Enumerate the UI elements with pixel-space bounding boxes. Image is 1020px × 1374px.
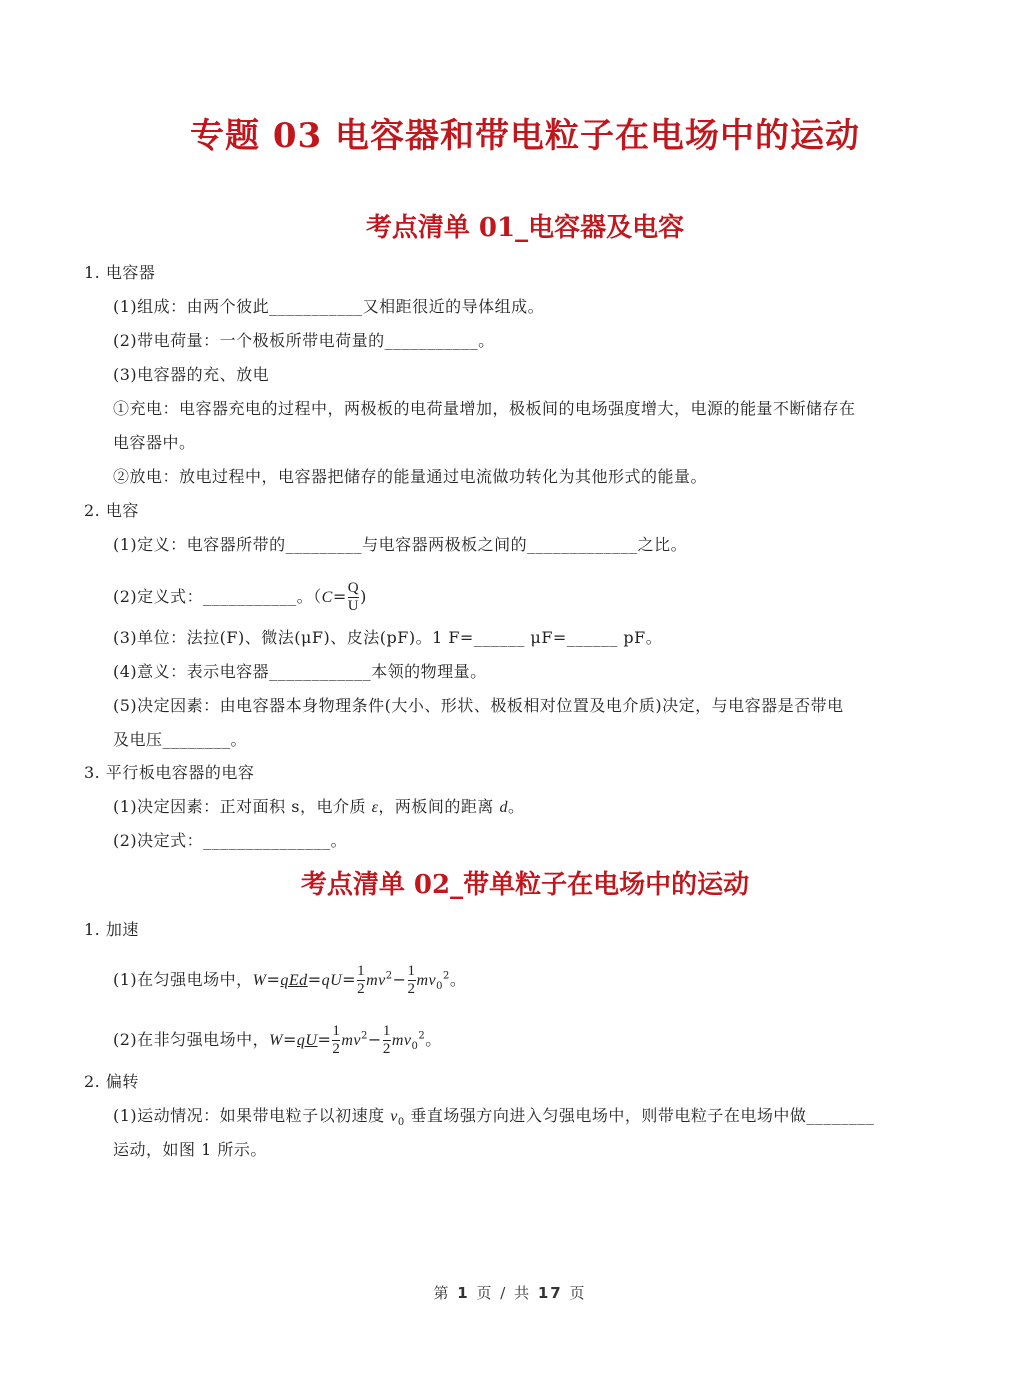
text-run: = (342, 970, 357, 989)
fraction (408, 963, 416, 998)
text-run: (1)定义：电容器所带的_________与电容器两极板之间的_____________之比。 (113, 535, 688, 554)
text-line (113, 535, 687, 555)
page-footer (0, 1282, 1020, 1303)
text-line (113, 331, 495, 351)
text-run: (5)决定因素：由电容器本身物理条件(大小、形状、极板相对位置及电介质)决定，与电容器是否带电 (113, 696, 844, 715)
superscript: 2 (418, 1030, 426, 1042)
text-run: = (332, 587, 347, 606)
text-line (113, 1023, 442, 1058)
text-run: 。 (449, 970, 467, 989)
text-line (113, 628, 662, 648)
text-run: 2. 偏转 (84, 1072, 139, 1091)
text-run: ②放电：放电过程中，电容器把储存的能量通过电流做功转化为其他形式的能量。 (113, 467, 708, 486)
text-run: (1)运动情况：如果带电粒子以初速度 (113, 1106, 391, 1125)
text-run: 1. 电容器 (84, 263, 156, 282)
text-line (84, 501, 139, 521)
text-line (113, 399, 856, 419)
text-line (84, 920, 139, 940)
math-symbol: mv (366, 972, 386, 989)
math-symbol: d (499, 799, 508, 816)
subscript: 0 (411, 1041, 419, 1053)
numerator: 1 (382, 1023, 391, 1039)
text-line (113, 730, 247, 750)
text-line (113, 662, 487, 682)
text-line (84, 263, 155, 283)
text-run: (4)意义：表示电容器____________本领的物理量。 (113, 662, 487, 681)
fraction (383, 1023, 391, 1058)
text-run: = (317, 1030, 332, 1049)
text-line (113, 696, 844, 716)
text-run: (1)决定因素：正对面积 s，电介质 (113, 797, 372, 816)
text-run: ①充电：电容器充电的过程中，两极板的电荷量增加，极板间的电场强度增大，电源的能量不断储存在 (113, 399, 856, 418)
text-line (113, 963, 466, 998)
denominator: 2 (382, 1041, 391, 1057)
text-line (113, 433, 196, 453)
section-heading-01: 考点清单 01_电容器及电容 (365, 213, 685, 243)
text-run: (2)决定式：_______________。 (113, 831, 348, 850)
text-run: (1)在匀强电场中， (113, 970, 253, 989)
total-pages: 17 (537, 1284, 563, 1302)
denominator: 2 (407, 981, 416, 997)
text-run: (2)定义式：___________。（ (113, 587, 322, 606)
numerator: 1 (407, 963, 416, 979)
math-symbol: v (390, 1108, 398, 1125)
text-line (113, 467, 707, 487)
text-run: (3)单位：法拉(F)、微法(μF)、皮法(pF)。1 F=______ μF=______ pF。 (113, 628, 663, 647)
subscript: 0 (436, 981, 444, 993)
text-run: = (307, 970, 322, 989)
denominator: 2 (332, 1041, 341, 1057)
numerator: 1 (332, 1023, 341, 1039)
math-symbol: W (269, 1032, 283, 1049)
text-run: = (266, 970, 281, 989)
text-line (84, 1072, 139, 1092)
text-run: = (283, 1030, 297, 1049)
text-run: 3. 平行板电容器的电容 (84, 763, 255, 782)
footer-mid: 页 / 共 (476, 1284, 532, 1302)
math-symbol: mv (391, 1032, 412, 1049)
text-line (113, 831, 347, 851)
fraction (348, 580, 359, 615)
numerator: 1 (357, 963, 366, 979)
denominator: 2 (357, 981, 366, 997)
math-symbol: ε (371, 799, 379, 816)
text-line (113, 797, 524, 818)
text-run: 及电压________。 (113, 730, 248, 749)
denominator: U (347, 598, 360, 614)
underlined-answer: qEd (280, 972, 308, 989)
text-line (113, 1106, 874, 1133)
text-run: 2. 电容 (84, 501, 139, 520)
text-run: (2)在非匀强电场中， (113, 1030, 270, 1049)
subscript: 0 (397, 1117, 405, 1129)
underlined-answer: qU (296, 1032, 318, 1049)
superscript: 2 (443, 970, 450, 982)
text-line (84, 763, 254, 783)
footer-prefix: 第 (433, 1284, 451, 1302)
text-run: 电容器中。 (113, 433, 196, 452)
text-line (113, 1140, 267, 1160)
text-run: 。 (507, 797, 525, 816)
superscript: 2 (361, 1030, 368, 1042)
math-symbol: mv (416, 972, 437, 989)
text-run: − (367, 1030, 382, 1049)
math-symbol: qU (321, 972, 343, 989)
text-run: − (392, 970, 407, 989)
superscript: 2 (385, 970, 393, 982)
numerator: Q (347, 580, 360, 596)
fraction (357, 963, 365, 998)
text-run: (2)带电荷量：一个极板所带电荷量的___________。 (113, 331, 495, 350)
math-symbol: C (321, 589, 333, 606)
text-run: (1)组成：由两个彼此___________又相距很近的导体组成。 (113, 297, 545, 316)
math-symbol: W (252, 972, 267, 989)
text-run: ，两板间的距离 (378, 797, 500, 816)
current-page: 1 (457, 1284, 470, 1302)
math-symbol: mv (341, 1032, 362, 1049)
text-run: ) (360, 587, 367, 606)
text-line (113, 580, 367, 615)
section-heading-02: 考点清单 02_带单粒子在电场中的运动 (300, 870, 750, 900)
fraction (332, 1023, 340, 1058)
text-run: 。 (425, 1030, 442, 1049)
text-run: (3)电容器的充、放电 (113, 365, 270, 384)
text-run: 1. 加速 (84, 920, 139, 939)
page-title: 专题 03 电容器和带电粒子在电场中的运动 (190, 116, 860, 156)
text-run: 运动，如图 1 所示。 (113, 1140, 267, 1159)
text-line (113, 297, 544, 317)
footer-suffix: 页 (569, 1284, 587, 1302)
text-line (113, 365, 269, 385)
text-run: 垂直场强方向进入匀强电场中，则带电粒子在电场中做________ (404, 1106, 875, 1125)
